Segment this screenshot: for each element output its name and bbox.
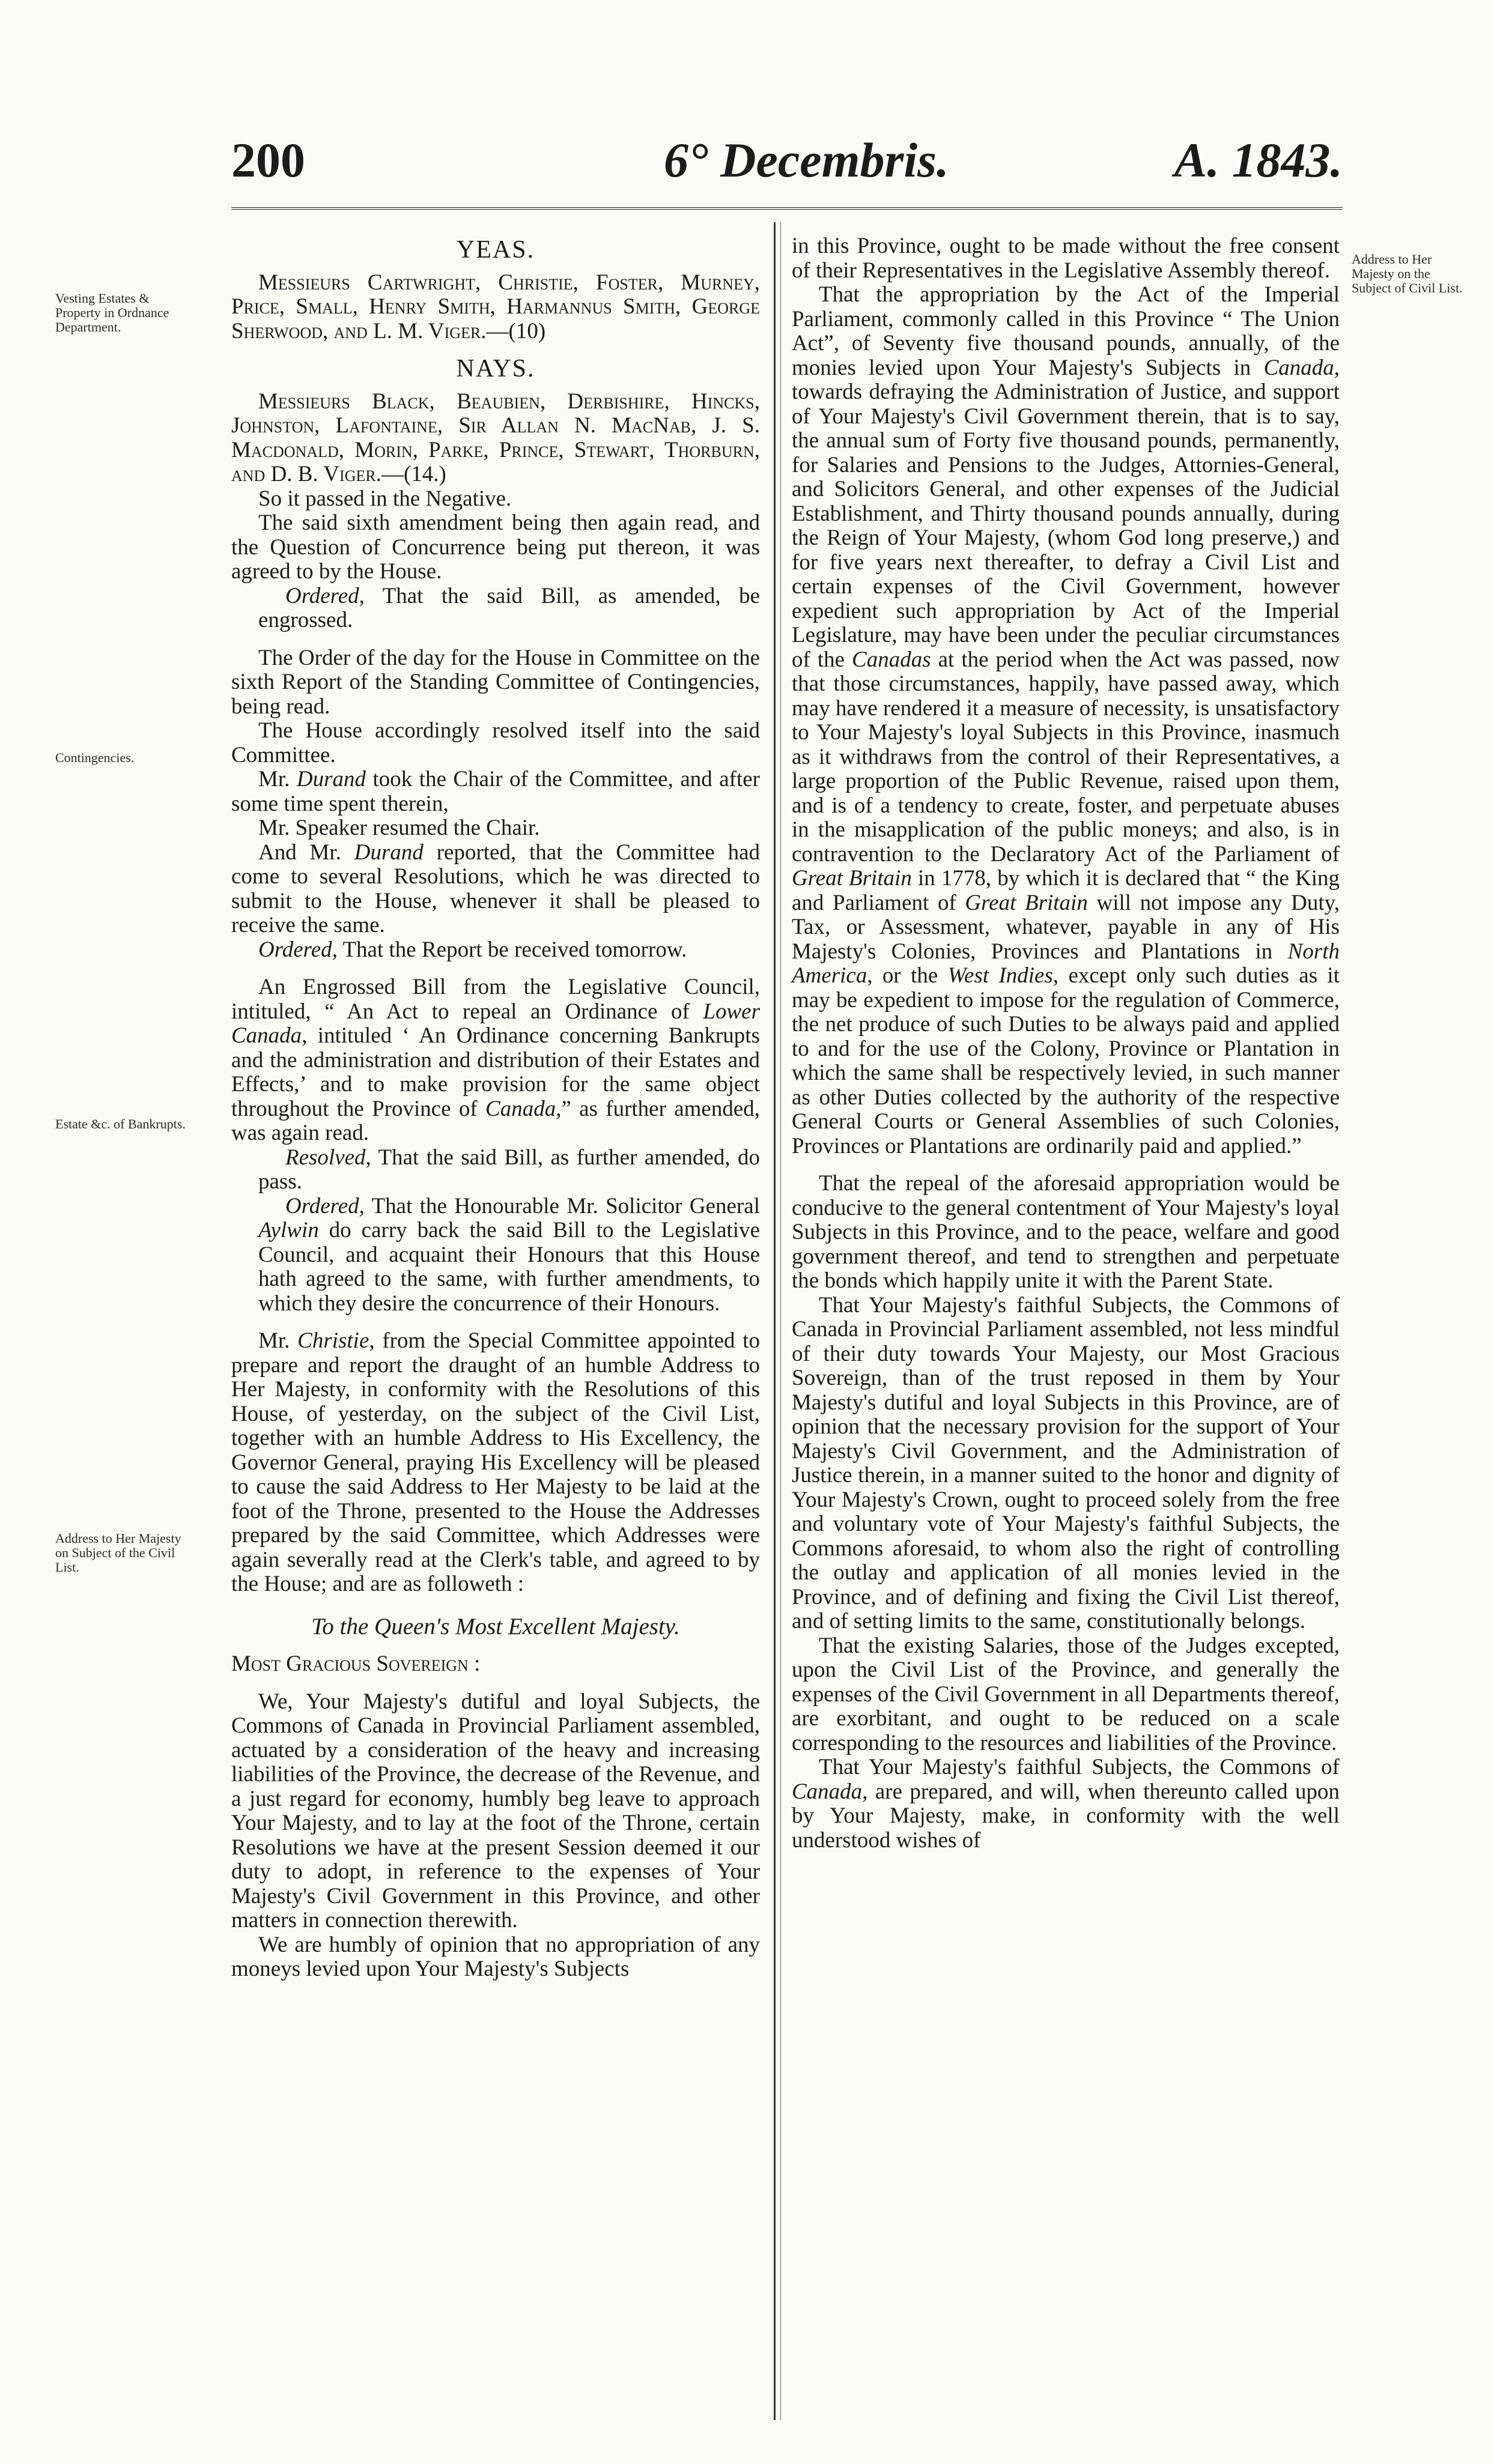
nays-list: Messieurs Black, Beaubien, Derbishire, Hincks, Johnston, Lafontaine, Sir Allan N. MacNab, J. S. Macdonald, Morin, Parke, Prince, Stewart, Thorburn, and D. B. Viger.—(14.) <box>231 389 760 486</box>
appropriation-paragraph: That the appropriation by the Act of the Imperial Parliament, commonly called in this Province “ The Union Act”, of Seventy five thousand pounds, annually, of the monies levied upon Your Majesty's Subjects in Canada, towards defraying the Administration of Justice, and support of Your Majesty's Civil Government therein, that is to say, the annual sum of Forty five thousand pounds, permanently, for Salaries and Pensions to the Judges, Attornies-General, and Solicitors General, and other expenses of the Judicial Establishment, and Thirty thousand pounds annually, during the Reign of Your Majesty, (whom God long preserve,) and for five years next thereafter, to defray a Civil List and certain expenses of the Civil Government, however expedient such appropriation by Act of the Imperial Legislature, may have been under the peculiar circumstances of the Canadas at the period when the Act was passed, now that those circumstances, happily, have passed away, which may have rendered it a measure of necessity, is unsatisfactory to Your Majesty's loyal Subjects in this Province, inasmuch as it withdraws from the control of their Representatives, a large proportion of the Public Revenue, raised upon them, and is of a tendency to create, foster, and perpetuate abuses in the misapplication of the public moneys; and also, is in contravention to the Declaratory Act of the Parliament of Great Britain in 1778, by which it is declared that “ the King and Parliament of Great Britain will not impose any Duty, Tax, or Assessment, whatever, payable in any of His Majesty's Colonies, Provinces and Plantations in North America, or the West Indies, except only such duties as it may be expedient to impose for the regulation of Commerce, the net produce of such Duties to be always paid and applied to and for the use of the Colony, Province or Plantation in which the same shall be respectively levied, in such manner as other Duties collected by the authority of the respective General Courts or General Assemblies of such Colonies, Provinces or Plantations are ordinarily paid and applied.” <box>792 282 1340 1158</box>
speaker-resumed: Mr. Speaker resumed the Chair. <box>258 816 540 840</box>
resolved-pass: Resolved, That the said Bill, as further amended, do pass. <box>258 1145 760 1194</box>
right-column <box>792 234 1340 1853</box>
salutation: Most Gracious Sovereign : <box>231 1651 481 1676</box>
yeas-heading: YEAS. <box>456 236 535 264</box>
margin-note-vesting-estates: Vesting Estates & Property in Ordnance Department. <box>55 291 169 334</box>
house-resolved-committee: The House accordingly resolved itself into the said Committee. <box>231 718 760 767</box>
engrossed-bill: An Engrossed Bill from the Legislative Council, intituled, “ An Act to repeal an Ordinance of Lower Canada, intituled ‘ An Ordinance concerning Bankrupts and the administration and distribution of their Estates and Effects,’ and to make provision for the same object throughout the Province of Canada,” as further amended, was again read. <box>231 975 760 1145</box>
address-humbly: We are humbly of opinion that no appropriation of any moneys levied upon Your Majesty's Subjects <box>231 1932 760 1981</box>
margin-note-address-left: Address to Her Majesty on Subject of the Civil List. <box>55 1531 181 1575</box>
salaries-paragraph: That the existing Salaries, those of the Judges excepted, upon the Civil List of the Province, and generally the expenses of the Civil Government in all Departments thereof, are exorbitant, and ought to be reduced on a scale corresponding to the resources and liabilities of the Province. <box>792 1633 1340 1755</box>
header-date: 6° Decembris. <box>664 133 949 187</box>
page-number: 200 <box>231 133 305 187</box>
christie-report: Mr. Christie, from the Special Committee appointed to prepare and report the draught of an humble Address to Her Majesty, in conformity with the Resolutions of this House, of yesterday, on the subject of the Civil List, together with an humble Address to His Excellency, the Governor General, praying His Excellency will be pleased to cause the said Address to Her Majesty to be laid at the foot of the Throne, presented to the House the Addresses prepared by the said Committee, which Addresses were again severally read at the Clerk's table, and agreed to by the House; and are as followeth : <box>231 1328 760 1596</box>
ordered-label: Ordered, <box>285 583 365 608</box>
page-header <box>231 132 1343 192</box>
yeas-list: Messieurs Cartwright, Christie, Foster, Murney, Price, Small, Henry Smith, Harmannus Smith, George Sherwood, and L. M. Viger.—(10) <box>231 270 760 344</box>
left-column <box>231 234 760 1982</box>
margin-note-estate-bankrupts: Estate &c. of Bankrupts. <box>55 1116 186 1131</box>
continued-text: in this Province, ought to be made without the free consent of their Representatives in the Legislative Assembly thereof. <box>792 234 1340 283</box>
nays-heading: NAYS. <box>456 355 535 383</box>
header-year: A. 1843. <box>1174 133 1343 187</box>
durand-chair: Mr. Durand took the Chair of the Committee, and after some time spent therein, <box>231 767 760 816</box>
margin-note-contingencies: Contingencies. <box>55 750 135 765</box>
order-of-day: The Order of the day for the House in Committee on the sixth Report of the Standing Committee of Contingencies, being read. <box>231 645 760 719</box>
faithful-paragraph: That Your Majesty's faithful Subjects, the Commons of Canada in Provincial Parliament assembled, not less mindful of their duty towards Your Majesty, our Most Gracious Sovereign, than of the trust reposed in them by Your Majesty's dutiful and loyal Subjects in this Province, are of opinion that the necessary provision for the support of Your Majesty's Civil Government, and the Administration of Justice therein, in a manner suited to the honor and dignity of Your Majesty's Crown, ought to proceed solely from the free and voluntary vote of Your Majesty's faithful Subjects, the Commons aforesaid, to whom also the right of controlling the outlay and application of all monies levied in the Province, and of defining and fixing the Civil List thereof, and of setting limits to the same, constitutionally belongs. <box>792 1292 1340 1633</box>
repeal-paragraph: That the repeal of the aforesaid appropriation would be conducive to the general contentment of Your Majesty's loyal Subjects in this Province, and to the peace, welfare and good government thereof, and tend to strengthen and perpetuate the bonds which happily unite it with the Parent State. <box>792 1171 1340 1293</box>
durand-reported: And Mr. Durand reported, that the Committee had come to several Resolutions, which he was directed to submit to the House, whenever it shall be pleased to receive the same. <box>231 840 761 937</box>
prepared-paragraph: That Your Majesty's faithful Subjects, the Commons of Canada, are prepared, and will, when thereunto called upon by Your Majesty, make, in conformity with the well understood wishes of <box>792 1755 1340 1853</box>
address-title: To the Queen's Most Excellent Majesty. <box>311 1613 680 1639</box>
header-rule <box>231 207 1343 210</box>
column-divider <box>774 222 781 2420</box>
ordered-engrossed: Ordered, That the said Bill, as amended, be engrossed. <box>258 583 760 632</box>
margin-note-address-right: Address to Her Majesty on the Subject of Civil List. <box>1352 252 1463 295</box>
ordered-solicitor: Ordered, That the Honourable Mr. Solicitor General Aylwin do carry back the said Bill to the Legislative Council, and acquaint their Honours that this House hath agreed to the same, with further amendments, to which they desire the concurrence of their Honours. <box>258 1193 760 1316</box>
address-opening: We, Your Majesty's dutiful and loyal Subjects, the Commons of Canada in Provincial Parliament assembled, actuated by a consideration of the heavy and increasing liabilities of the Province, the decrease of the Revenue, and a just regard for economy, humbly beg leave to approach Your Majesty, and to lay at the foot of the Throne, certain Resolutions we have at the present Session deemed it our duty to adopt, in reference to the expenses of Your Majesty's Civil Government in this Province, and other matters in connection therewith. <box>231 1689 760 1933</box>
passed-negative: So it passed in the Negative. <box>258 486 512 511</box>
sixth-amendment: The said sixth amendment being then again read, and the Question of Concurrence being put thereon, it was agreed to by the House. <box>231 510 760 584</box>
ordered-report: Ordered, That the Report be received tomorrow. <box>258 937 687 962</box>
